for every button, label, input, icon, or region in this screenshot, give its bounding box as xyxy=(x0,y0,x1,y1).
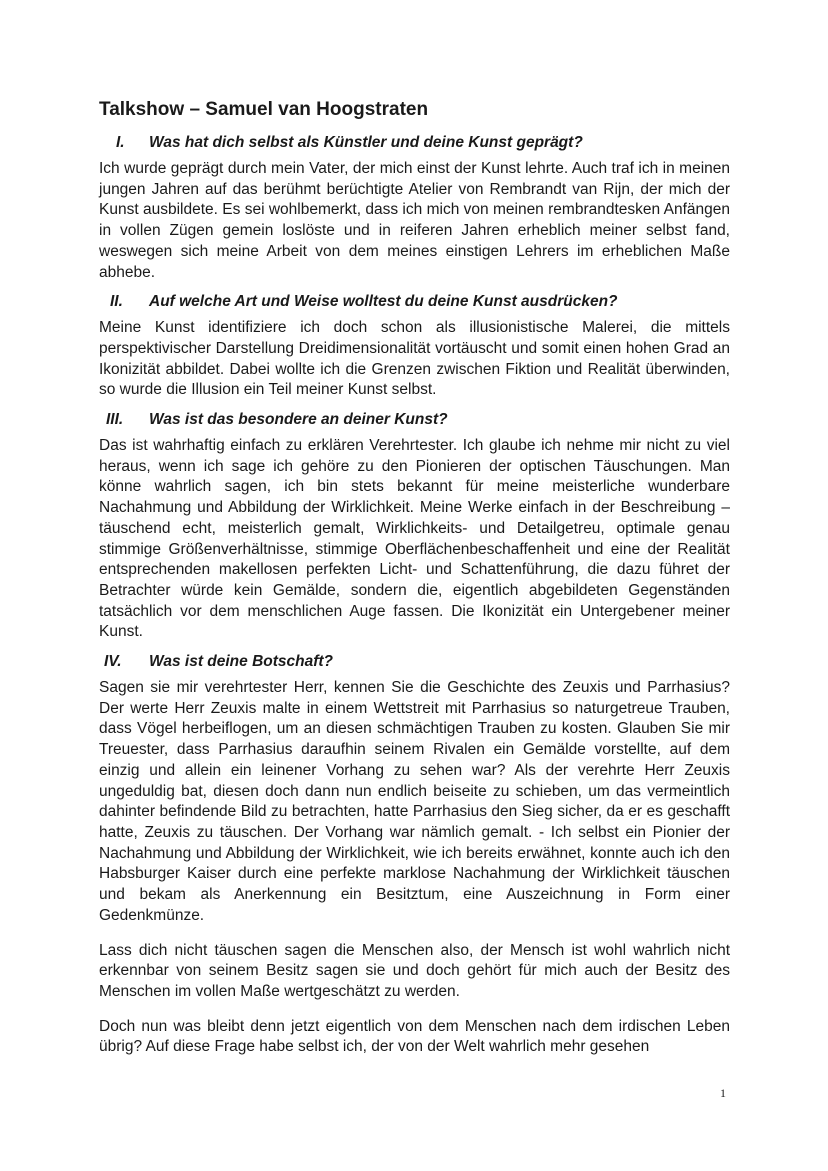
section-number: III. xyxy=(106,411,124,429)
paragraph: Doch nun was bleibt denn jetzt eigentlich von dem Menschen nach dem irdischen Leben übrig? Auf diese Frage habe selbst ich, der von der Welt wahrlich mehr gesehen xyxy=(99,1017,730,1056)
section-heading-1 xyxy=(99,132,730,153)
section-number: IV. xyxy=(104,653,122,671)
section-question: Was hat dich selbst als Künstler und deine Kunst geprägt? xyxy=(149,134,583,151)
paragraph: Meine Kunst identifiziere ich doch schon als illusionistische Malerei, die mittels perspektivischer Darstellung Dreidimensionalität vortäuscht und somit einen hohen Grad an Ikonizität abbildet. Dabei wollte ich die Grenzen zwischen Fiktion und Realität überwinden, so wurde die Illusion ein Teil meiner Kunst selbst. xyxy=(99,319,730,399)
document-page xyxy=(99,98,730,1066)
paragraph: Ich wurde geprägt durch mein Vater, der mich einst der Kunst lehrte. Auch traf ich in meinen jungen Jahren auf das berühmt berüchtigte Atelier von Rembrandt van Rijn, der mich der Kunst ausbildete. Es sei wohlbemerkt, dass ich mich von meinen rembrandtesken Anfängen in vollen Zügen gemein loslöste und in reiferen Jahren erheblich meiner selbst fand, weswegen sich meine Arbeit von dem meines einstigen Lehrers im erheblichen Maße abhebe. xyxy=(99,160,730,281)
section-number: I. xyxy=(116,134,125,151)
paragraph: Lass dich nicht täuschen sagen die Menschen also, der Mensch ist wohl wahrlich nicht erkennbar von seinem Besitz sagen sie und doch gehört für mich auch der Besitz des Menschen im vollen Maße wertgeschätzt zu werden. xyxy=(99,941,730,1000)
section-question: Was ist das besondere an deiner Kunst? xyxy=(149,411,448,429)
section-heading-3 xyxy=(99,409,730,430)
paragraph: Sagen sie mir verehrtester Herr, kennen Sie die Geschichte des Zeuxis und Parrhasius? Der werte Herr Zeuxis malte in einem Wettstreit mit Parrhasius so naturgetreue Trauben, dass Vögel herbeiflogen, um an diesen schmächtigen Trauben zu kosten. Glauben Sie mir Treuester, dass Parrhasius daraufhin seinem Rivalen ein Gemälde vorstellte, auf dem einzig und allein ein leinener Vorhang zu sehen war? Als der verehrte Herr Zeuxis ungeduldig bat, diesen doch dann nun endlich beiseite zu schieben, um das vermeintlich dahinter befindende Bild zu betrachten, hatte Parrhasius den Sieg sicher, da er es geschafft hatte, Zeuxis zu täuschen. Der Vorhang war nämlich gemalt. - Ich selbst ein Pionier der Nachahmung und Abbildung der Wirklichkeit, wie ich bereits erwähnet, konnte auch ich den Habsburger Kaiser durch eine perfekte marklose Nachahmung der Wirklichkeit täuschen und bekam als Anerkennung ein Besitztum, eine Auszeichnung in Form einer Gedenkmünze. xyxy=(99,679,730,924)
section-heading-4 xyxy=(99,651,730,672)
document-title: Talkshow – Samuel van Hoogstraten xyxy=(99,99,429,120)
page-number: 1 xyxy=(720,1086,726,1100)
paragraph: Das ist wahrhaftig einfach zu erklären Verehrtester. Ich glaube ich nehme mir nicht zu viel heraus, wenn ich sage ich gehöre zu den Pionieren der optischen Täuschungen. Man könne wahrlich sagen, ich bin stets bekannt für meine meisterliche wunderbare Nachahmung und Abbildung der Wirklichkeit. Meine Werke einfach in der Beschreibung – täuschend echt, meisterlich gemalt, Wirklichkeits- und Detailgetreu, optimale genau stimmige Größenverhältnisse, stimmige Oberflächenbeschaffenheit und eine der Realität entsprechenden makellosen perfekten Licht- und Schattenführung, die dazu führet der Betrachter würde kein Gemälde, sondern die, eigentlich abgebildeten Gegenständen tatsächlich vor dem menschlichen Auge fassen. Die Ikonizität ein Untergebener meiner Kunst. xyxy=(99,437,730,641)
section-number: II. xyxy=(110,293,123,311)
section-question: Was ist deine Botschaft? xyxy=(149,653,334,671)
section-heading-2 xyxy=(99,291,730,312)
section-question: Auf welche Art und Weise wolltest du deine Kunst ausdrücken? xyxy=(149,293,618,311)
